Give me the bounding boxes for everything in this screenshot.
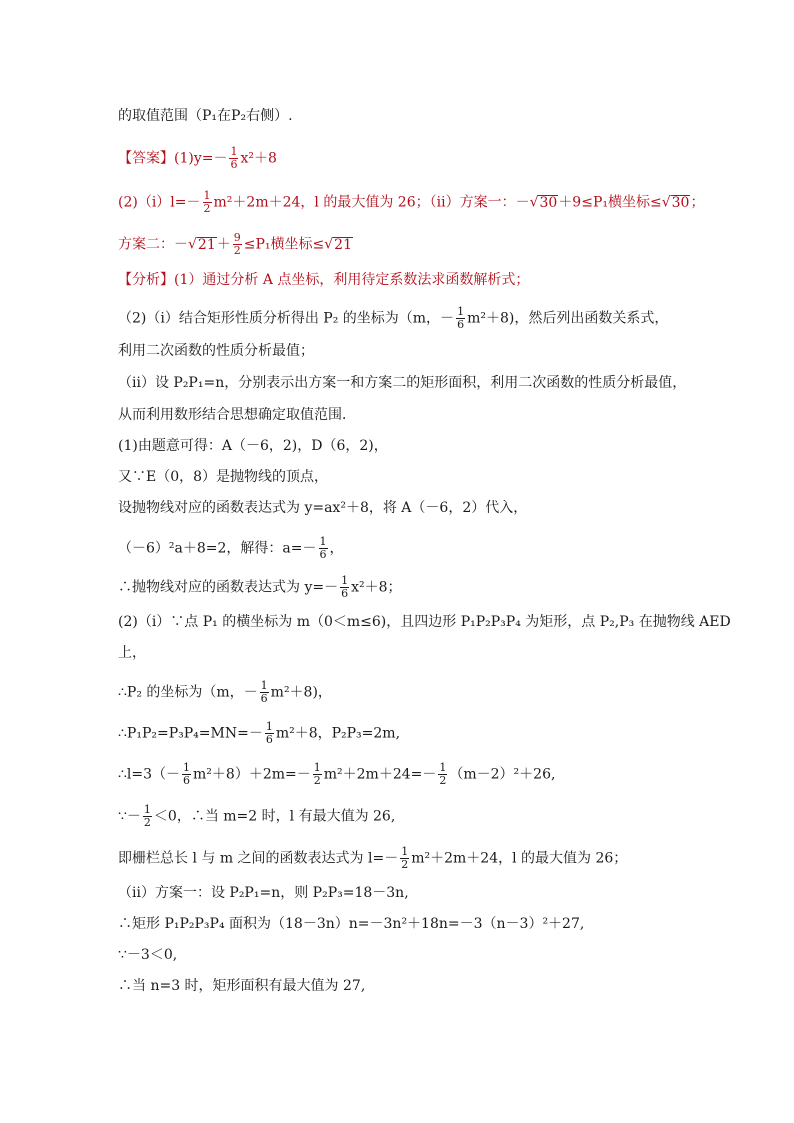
text: (2)（ⅰ）∵点 P₁ 的横坐标为 m（0＜m≤6)，且四边形 P₁P₂P₃P₄ 为矩形，点 P₂,P₃ 在抛物线 AED <box>118 614 731 630</box>
text: （－6）²a＋8=2，解得：a=－ <box>118 540 317 557</box>
fraction: $\frac{1}{6}$ <box>183 761 191 787</box>
text: （m－2）²＋26, <box>449 766 556 783</box>
text: ∴P₁P₂=P₃P₄=MN=－ <box>118 725 263 742</box>
text: x²＋8； <box>351 579 402 596</box>
solution-line-2 <box>118 467 328 487</box>
text: ∴l=3（－ <box>118 766 181 783</box>
answer-line-1 <box>118 146 277 171</box>
text: （2)（ⅰ）结合矩形性质分析得出 P₂ 的坐标为（m，－ <box>118 310 455 327</box>
solution-line-5 <box>118 575 402 600</box>
text: ； <box>690 194 705 211</box>
solution-line-9 <box>118 721 400 746</box>
solution-line-6 <box>118 612 731 632</box>
analysis-line-3 <box>118 341 314 361</box>
solution-line-11 <box>118 804 395 829</box>
text: ＜0，∴当 m=2 时，l 有最大值为 26, <box>153 808 396 825</box>
text: （ⅱ）方案一：设 P₂P₁=n，则 P₂P₃=18－3n, <box>118 885 409 901</box>
text: ∴抛物线对应的函数表达式为 y=－ <box>118 579 339 596</box>
text: (1)由题意可得：A（－6，2)，D（6，2)， <box>118 438 388 454</box>
text: 的取值范围（P₁在P₂右侧）. <box>118 108 293 124</box>
text: 从而利用数形结合思想确定取值范围． <box>118 407 356 423</box>
text: ＋9≤P₁横坐标≤ <box>558 194 662 211</box>
text: ∴P₂ 的坐标为（m，－ <box>118 684 258 701</box>
solution-line-8 <box>118 680 332 705</box>
text: ∵－3＜0, <box>118 947 178 963</box>
solution-line-3 <box>118 498 527 518</box>
fraction: $\frac{1}{6}$ <box>341 574 349 600</box>
text-line-range <box>118 106 293 126</box>
text: ＋ <box>216 236 231 253</box>
solution-line-4 <box>118 536 344 561</box>
text: ， <box>329 540 344 557</box>
solution-line-16 <box>118 976 365 996</box>
text: ∴矩形 P₁P₂P₃P₄ 面积为（18－3n）n=－3n²＋18n=－3（n－3）²＋27, <box>118 916 585 932</box>
solution-line-10 <box>118 762 555 787</box>
text: m²＋8)，然后列出函数关系式， <box>467 310 669 327</box>
fraction: $\frac{1}{2}$ <box>439 761 447 787</box>
text: ∴当 n=3 时，矩形面积有最大值为 27, <box>118 978 366 994</box>
text: 上， <box>118 645 146 661</box>
text: 即栅栏总长 l 与 m 之间的函数表达式为 l=－ <box>118 850 399 867</box>
fraction: $\frac{1}{2}$ <box>401 845 409 871</box>
sqrt-radicand: 21 <box>334 236 352 253</box>
analysis-line-1 <box>118 270 529 290</box>
fraction: $\frac{9}{2}$ <box>233 231 241 257</box>
text: 利用二次函数的性质分析最值； <box>118 343 314 359</box>
text: （ⅱ）设 P₂P₁=n，分别表示出方案一和方案二的矩形面积，利用二次函数的性质分析最值， <box>118 375 687 391</box>
text: 【分析】(1）通过分析 A 点坐标，利用待定系数法求函数解析式； <box>118 272 530 288</box>
solution-line-15 <box>118 945 177 965</box>
text: m²＋2m＋24=－ <box>323 766 437 783</box>
text: (2)（ⅰ）l=－ <box>118 194 201 211</box>
text: ≤P₁横坐标≤ <box>243 236 325 253</box>
analysis-line-4 <box>118 373 686 393</box>
fraction: $\frac{1}{6}$ <box>265 720 273 746</box>
fraction: $\frac{1}{2}$ <box>313 761 321 787</box>
text: m²＋8）＋2m=－ <box>193 766 311 783</box>
sqrt-radicand: 30 <box>671 194 690 211</box>
text: 方案二：－ <box>118 236 188 253</box>
answer-line-2: (2)（ⅰ）l=－ $\frac{1}{2}$ m²＋2m＋24，l 的最大值为 26；（ⅱ）方案一：－√30＋9≤P₁横坐标≤√30； <box>118 189 705 215</box>
analysis-line-5 <box>118 405 356 425</box>
sqrt-radicand: 30 <box>539 194 558 211</box>
text: ∵－ <box>118 808 141 825</box>
sqrt-radicand: 21 <box>197 236 216 253</box>
fraction: $\frac{1}{6}$ <box>457 305 465 331</box>
answer-line-3: 方案二：－√21＋ $\frac{9}{2}$ ≤P₁横坐标≤√21 <box>118 231 352 257</box>
solution-line-1 <box>118 436 388 456</box>
solution-line-13 <box>118 883 409 903</box>
text: x²＋8 <box>240 150 277 167</box>
fraction: $\frac{1}{6}$ <box>260 679 268 705</box>
text: m²＋2m＋24，l 的最大值为 26；（ⅱ）方案一：－ <box>213 194 530 211</box>
fraction: $\frac{1}{6}$ <box>319 535 327 561</box>
text: 设抛物线对应的函数表达式为 y=ax²＋8，将 A（－6，2）代入， <box>118 500 528 516</box>
fraction: $\frac{1}{2}$ <box>143 803 151 829</box>
fraction: $\frac{1}{2}$ <box>203 189 211 215</box>
text: m²＋8)， <box>270 684 332 701</box>
analysis-line-2 <box>118 306 668 331</box>
text: (1)y=－ <box>174 150 228 167</box>
solution-line-14 <box>118 914 584 934</box>
text: 又∵E（0，8）是抛物线的顶点， <box>118 469 329 485</box>
text: m²＋2m＋24，l 的最大值为 26； <box>411 850 628 867</box>
text: m²＋8，P₂P₃=2m, <box>275 725 401 742</box>
solution-line-12 <box>118 846 627 871</box>
answer-label: 【答案】 <box>118 150 174 167</box>
fraction: $\frac{1}{6}$ <box>230 145 238 171</box>
solution-line-7 <box>118 643 146 663</box>
